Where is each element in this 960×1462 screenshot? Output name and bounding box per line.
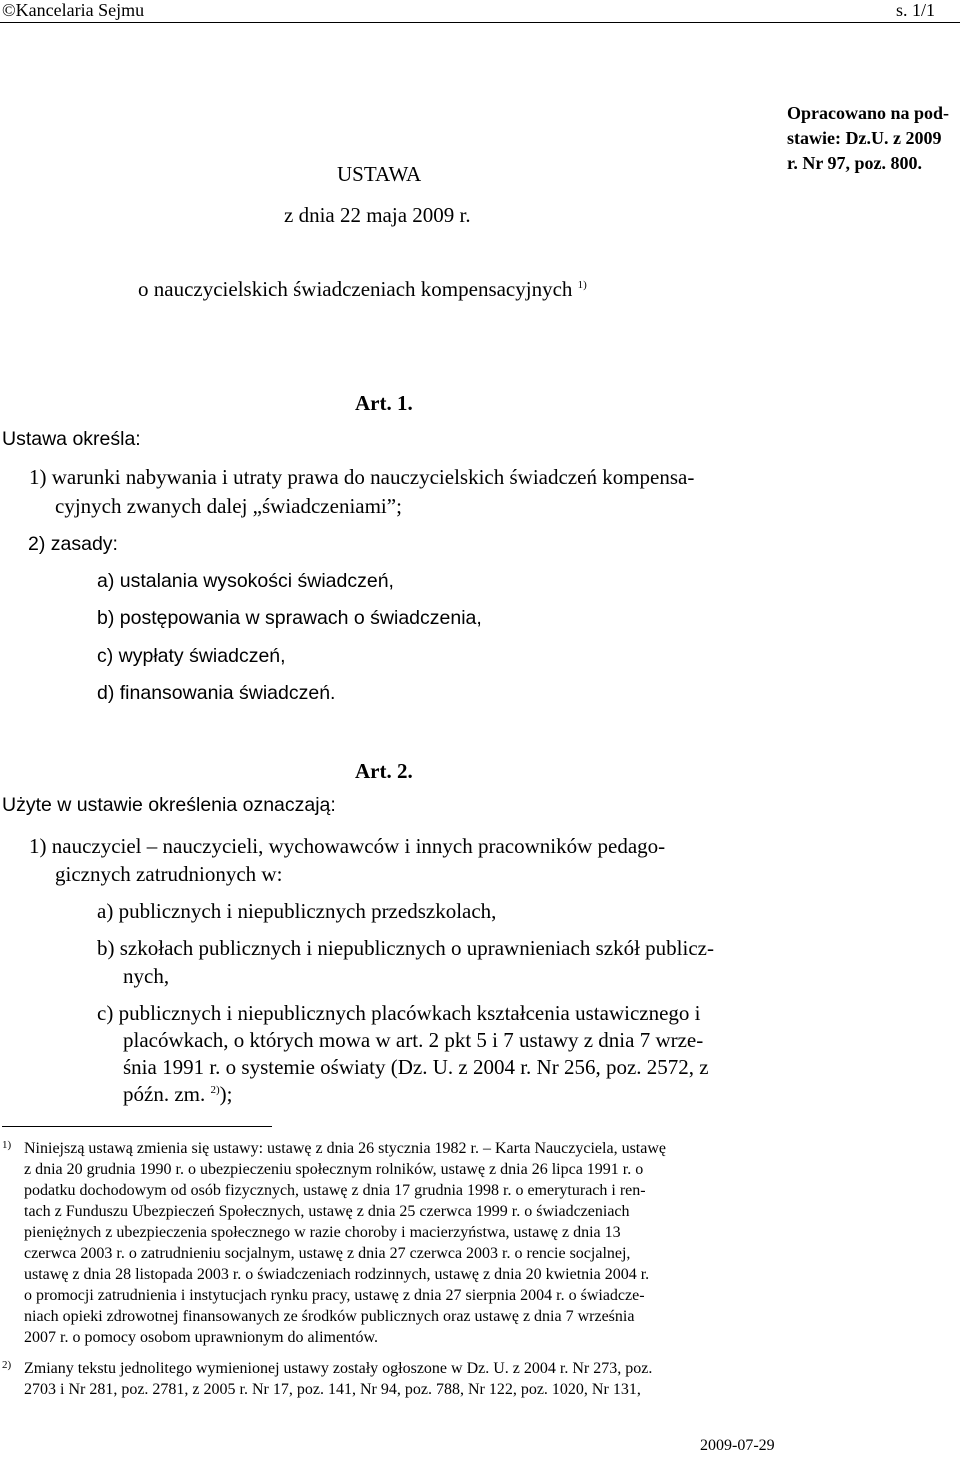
footnote-2-line: Zmiany tekstu jednolitego wymienionej ustawy zostały ogłoszone w Dz. U. z 2004 r. Nr 273, poz. <box>24 1360 653 1377</box>
art2-sub-c-line2: placówkach, o których mowa w art. 2 pkt 5 i 7 ustawy z dnia 7 wrze- <box>123 1028 704 1052</box>
art2-sub-c-line3: śnia 1991 r. o systemie oświaty (Dz. U. z 2004 r. Nr 256, poz. 2572, z <box>123 1055 709 1079</box>
art1-heading: Art. 1. <box>355 391 413 415</box>
copyright-label: ©Kancelaria Sejmu <box>2 0 145 20</box>
art2-sub-c-line4-end: ); <box>219 1082 233 1106</box>
footnote-1-line: tach z Funduszu Ubezpieczeń Społecznych, ustawę z dnia 25 czerwca 1999 r. o świadczeniach <box>24 1203 630 1220</box>
art2-item1-line2: gicznych zatrudnionych w: <box>55 862 283 886</box>
art1-sub-b: b) postępowania w sprawach o świadczenia, <box>97 607 482 629</box>
footnote-1-line: czerwca 2003 r. o zatrudnieniu socjalnym, ustawę z dnia 27 czerwca 2003 r. o rencie socjalnej, <box>24 1245 631 1262</box>
footnote-1-line: o promocji zatrudnienia i instytucjach rynku pracy, ustawę z dnia 27 sierpnia 2004 r. o świadcze- <box>24 1287 645 1304</box>
art2-sub-c-line4-text: późn. zm. <box>123 1082 206 1106</box>
footnote-separator <box>2 1126 272 1127</box>
footnote-2 <box>24 1358 784 1400</box>
art1-sub-a: a) ustalania wysokości świadczeń, <box>97 570 394 592</box>
art1-intro: Ustawa określa: <box>2 428 141 450</box>
footnote-ref-2[interactable]: 2) <box>210 1084 220 1096</box>
act-type: USTAWA <box>337 162 422 186</box>
footer-date: 2009-07-29 <box>700 1437 775 1454</box>
art2-sub-b-line1: b) szkołach publicznych i niepublicznych o uprawnieniach szkół publicz- <box>97 936 714 960</box>
footnote-ref-1[interactable]: 1) <box>577 279 587 291</box>
header-rule <box>0 22 960 23</box>
art2-sub-b-line2: nych, <box>123 964 170 988</box>
footnote-1-line: podatku dochodowym od osób fizycznych, ustawę z dnia 17 grudnia 1998 r. o emeryturach i ren- <box>24 1182 646 1199</box>
footnote-1 <box>24 1138 784 1348</box>
source-note-line2: stawie: Dz.U. z 2009 <box>787 128 942 148</box>
art2-heading: Art. 2. <box>355 759 413 783</box>
art2-intro: Użyte w ustawie określenia oznaczają: <box>2 794 336 816</box>
footnote-1-line: Niniejszą ustawą zmienia się ustawy: ustawę z dnia 26 stycznia 1982 r. – Karta Nauczyciela, ustawę <box>24 1140 666 1157</box>
art1-sub-c: c) wypłaty świadczeń, <box>97 645 286 667</box>
source-note-line3: r. Nr 97, poz. 800. <box>787 153 922 173</box>
footnote-1-line: pieniężnych z ubezpieczenia społecznego w razie choroby i macierzyństwa, ustawę z dnia 13 <box>24 1224 621 1241</box>
art2-item1-line1: 1) nauczyciel – nauczycieli, wychowawców i innych pracowników pedago- <box>29 834 666 858</box>
art2-sub-c-line1: c) publicznych i niepublicznych placówkach kształcenia ustawicznego i <box>97 1001 701 1025</box>
art1-item2: 2) zasady: <box>28 533 118 555</box>
footnote-1-line: niach opieki zdrowotnej finansowanych ze środków publicznych oraz ustawę z dnia 7 września <box>24 1308 635 1325</box>
footnote-2-line: 2703 i Nr 281, poz. 2781, z 2005 r. Nr 17, poz. 141, Nr 94, poz. 788, Nr 122, poz. 1020, Nr 131, <box>24 1381 641 1398</box>
footnote-1-line: z dnia 20 grudnia 1990 r. o ubezpieczeniu społecznym rolników, ustawę z dnia 26 lipca 1991 r. o <box>24 1161 644 1178</box>
act-date: z dnia 22 maja 2009 r. <box>284 203 471 227</box>
art1-item1-line2: cyjnych zwanych dalej „świadczeniami”; <box>55 494 402 518</box>
page-number: s. 1/1 <box>896 0 936 20</box>
footnote-1-line: 2007 r. o pomocy osobom uprawnionym do alimentów. <box>24 1329 379 1346</box>
footnote-1-line: ustawę z dnia 28 listopada 2003 r. o świadczeniach rodzinnych, ustawę z dnia 20 kwietnia 2004 r. <box>24 1266 650 1283</box>
source-note-line1: Opracowano na pod- <box>787 103 950 123</box>
act-subject-text: o nauczycielskich świadczeniach kompensacyjnych <box>138 277 573 301</box>
art1-sub-d: d) finansowania świadczeń. <box>97 682 336 704</box>
act-subject <box>138 275 587 303</box>
art2-sub-a: a) publicznych i niepublicznych przedszkolach, <box>97 899 497 923</box>
art1-item1-line1: 1) warunki nabywania i utraty prawa do nauczycielskich świadczeń kompensa- <box>29 465 695 489</box>
art2-sub-c-line4 <box>123 1080 232 1108</box>
